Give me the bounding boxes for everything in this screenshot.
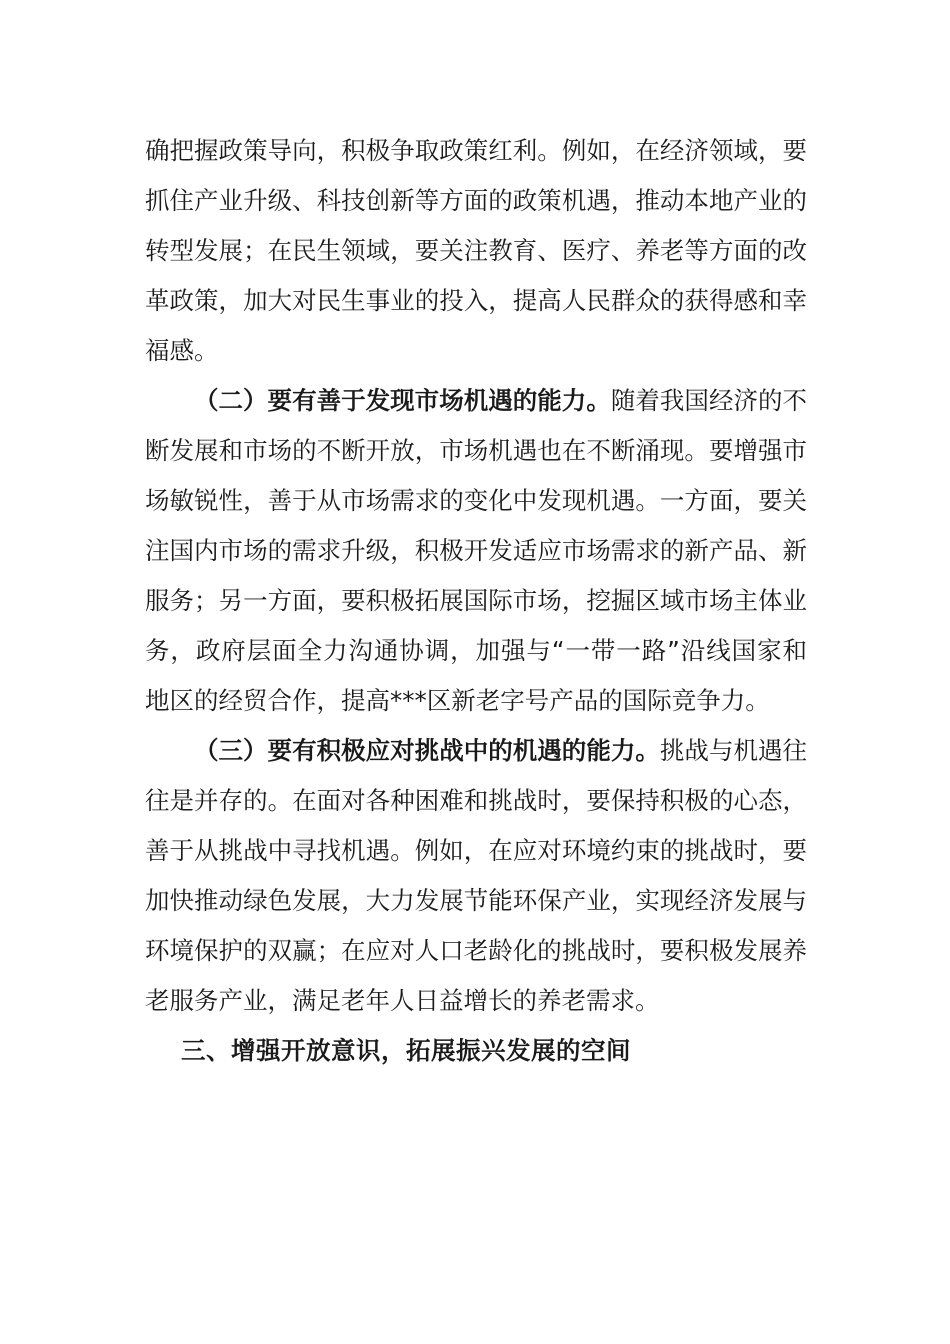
document-body bbox=[145, 126, 807, 1076]
paragraph-market-opportunity bbox=[145, 376, 807, 726]
paragraph-lead-heading: （二）要有善于发现市场机遇的能力。 bbox=[194, 386, 611, 415]
paragraph-challenge-opportunity bbox=[145, 726, 807, 1026]
section-heading: 三、增强开放意识，拓展振兴发展的空间 bbox=[181, 1036, 631, 1065]
paragraph-text: 挑战与机遇往往是并存的。在面对各种困难和挑战时，要保持积极的心态，善于从挑战中寻找机遇。例如，在应对环境约束的挑战时，要加快推动绿色发展，大力发展节能环保产业，实现经济发展与环境保护的双赢；在应对人口老龄化的挑战时，要积极发展养老服务产业，满足老年人日益增长的养老需求。 bbox=[145, 736, 808, 1015]
paragraph-policy-continuation bbox=[145, 126, 807, 376]
paragraph-text: 确把握政策导向，积极争取政策红利。例如，在经济领域，要抓住产业升级、科技创新等方面的政策机遇，推动本地产业的转型发展；在民生领域，要关注教育、医疗、养老等方面的改革政策，加大对民生事业的投入，提高人民群众的获得感和幸福感。 bbox=[145, 136, 807, 365]
paragraph-lead-heading: （三）要有积极应对挑战中的机遇的能力。 bbox=[194, 736, 660, 765]
paragraph-text: 随着我国经济的不断发展和市场的不断开放，市场机遇也在不断涌现。要增强市场敏锐性，善于从市场需求的变化中发现机遇。一方面，要关注国内市场的需求升级，积极开发适应市场需求的新产品、新服务；另一方面，要积极拓展国际市场，挖掘区域市场主体业务，政府层面全力沟通协调，加强与“一带一路”沿线国家和地区的经贸合作，提高***区新老字号产品的国际竞争力。 bbox=[145, 386, 808, 715]
